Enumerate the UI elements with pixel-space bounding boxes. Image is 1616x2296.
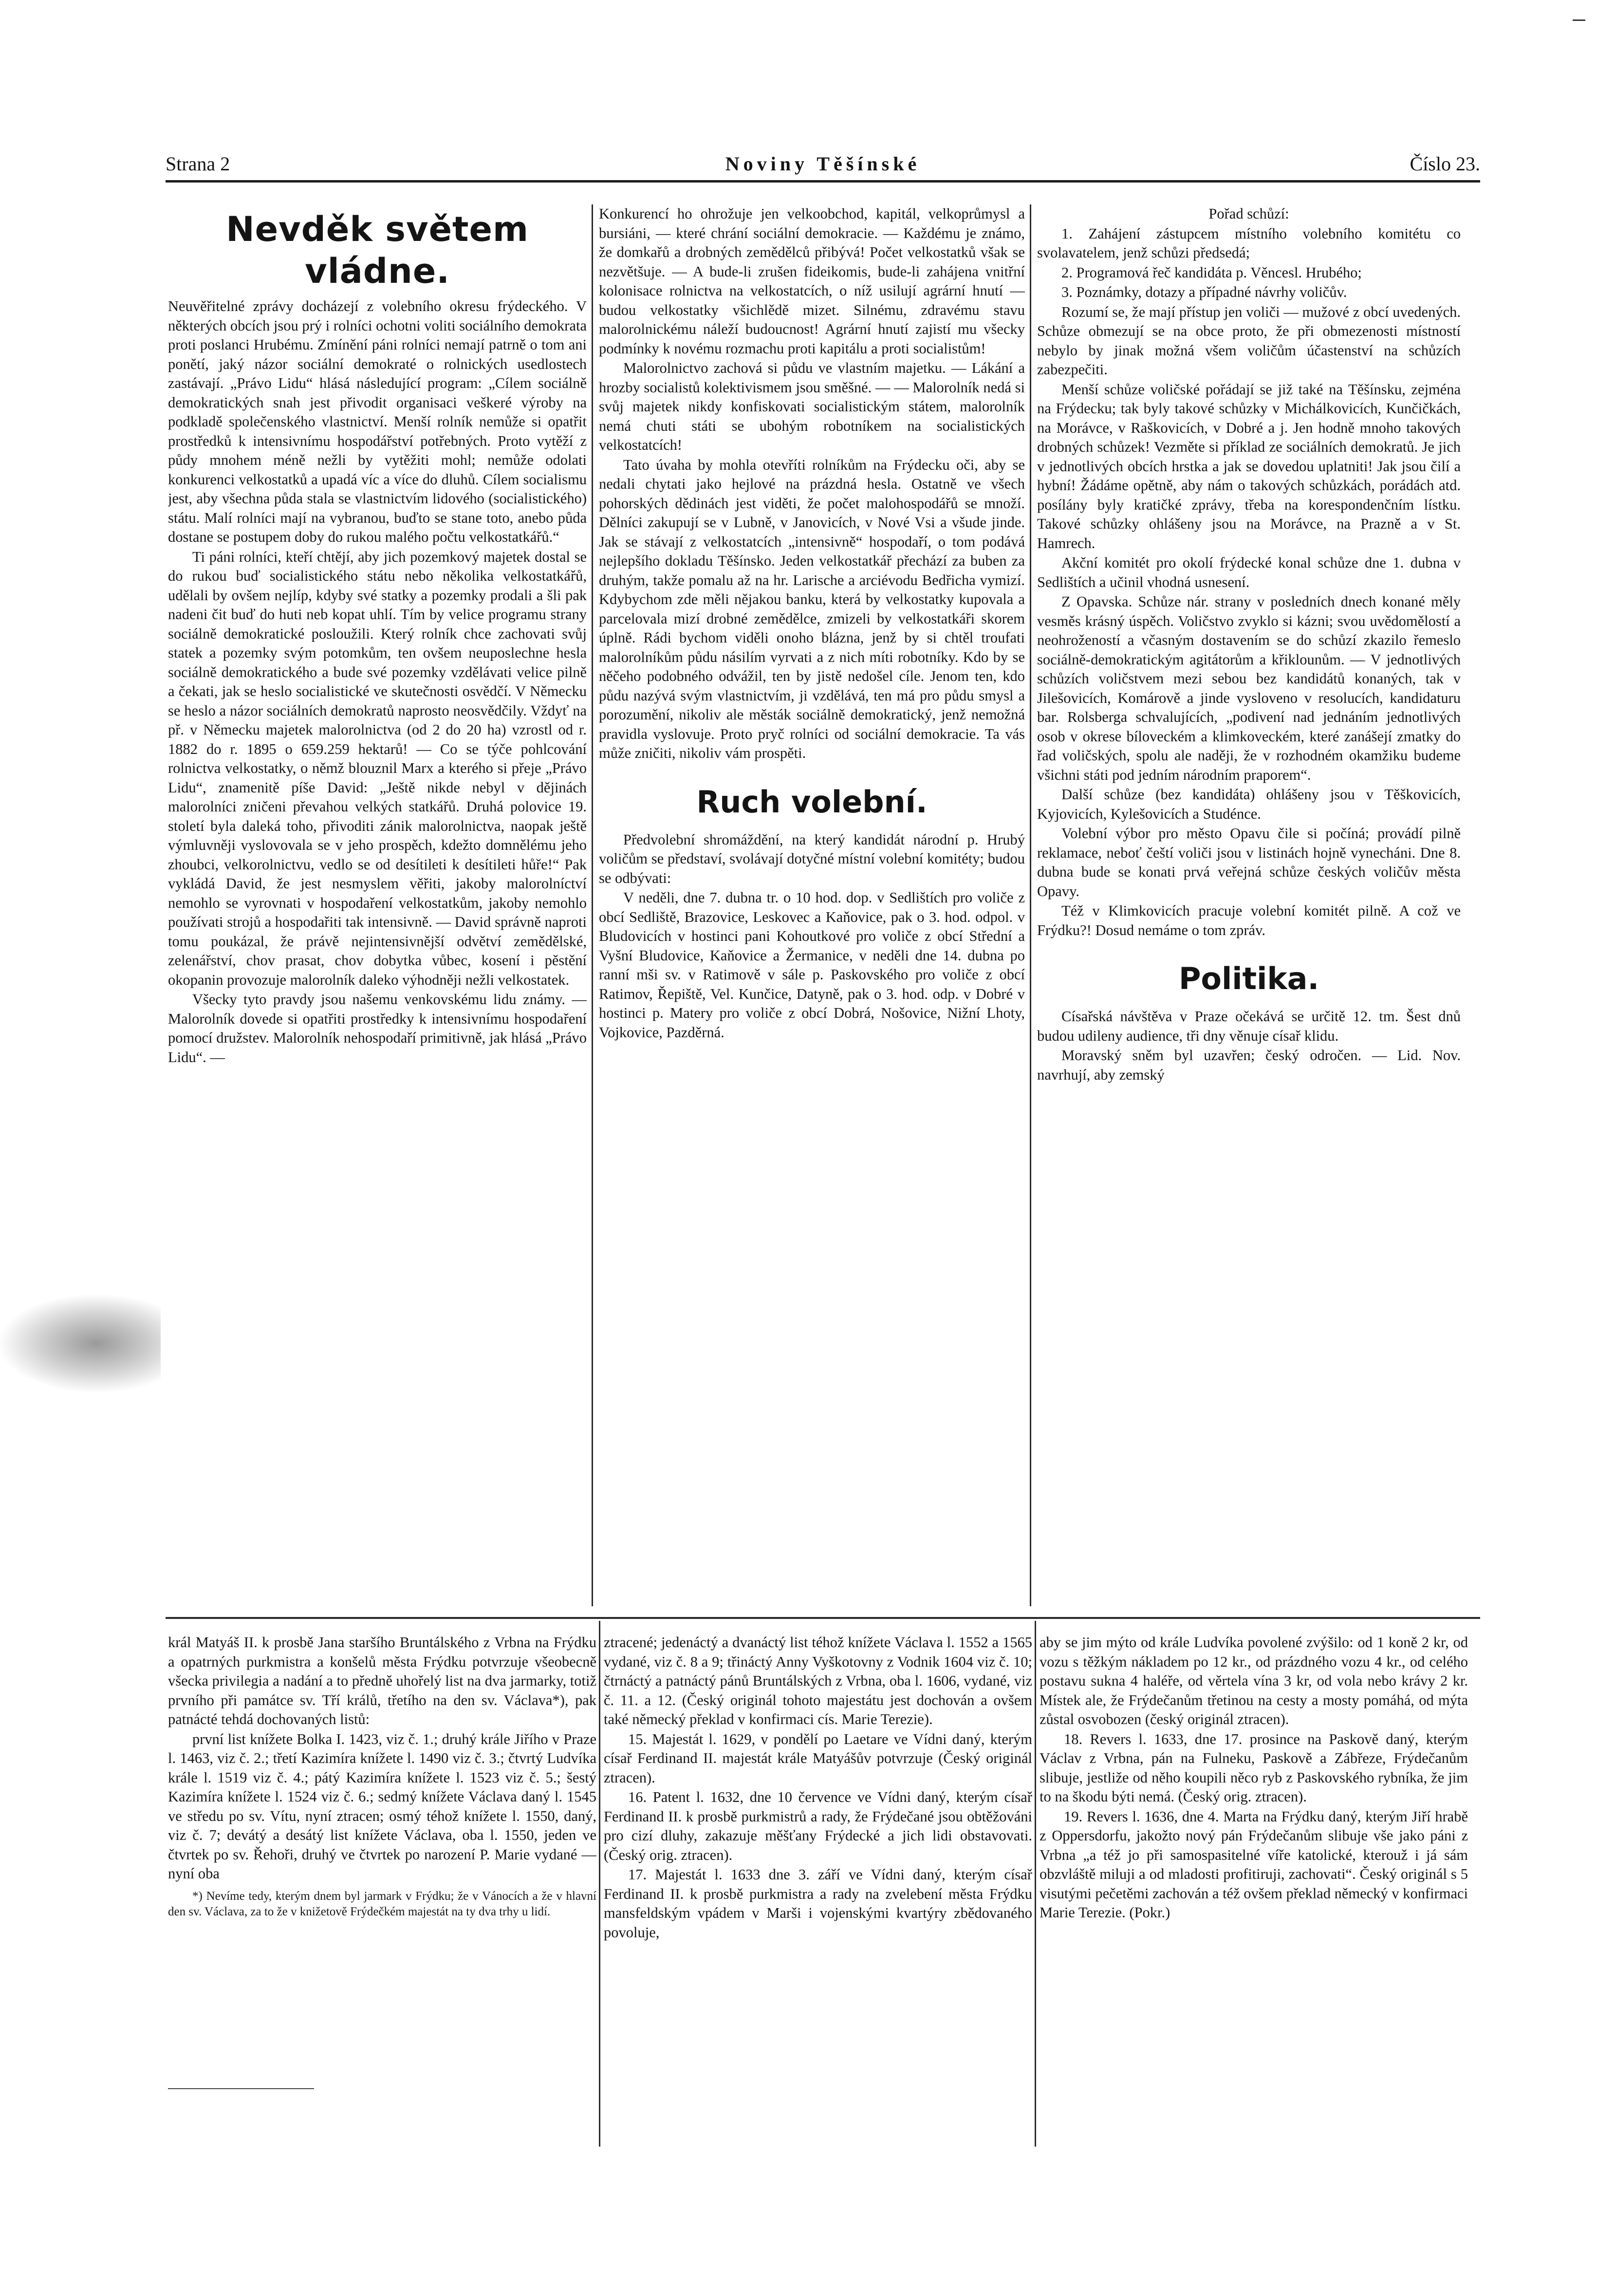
- section-rule: [166, 1617, 1480, 1619]
- page-header: [166, 146, 1480, 183]
- agenda-item: 2. Programová řeč kandidáta p. Věncesl. Hrubého;: [1061, 264, 1362, 281]
- article-paragraph: Císařská návštěva v Praze očekává se určitě 12. tm. Šest dnů budou udileny audience, tři dny věnuje císař klidu.: [1037, 1008, 1461, 1044]
- feuilleton-paragraph: král Matyáš II. k prosbě Jana staršího Bruntálského z Vrbna na Frýdku a opatrných purkmistra a konšelů města Frýdku potvrzuje všeobecně všecka privilegia a nadání a to předně uhořelý list na dva jarmarky, totiž prvního při památce sv. Tří králů, třetího na den sv. Václava*), pak patnácté tehdá dochovaných listů:: [168, 1634, 596, 1727]
- crop-mark: [1573, 19, 1585, 21]
- column-rule-2: [1030, 204, 1031, 1606]
- page-number: Strana 2: [166, 153, 230, 175]
- feuilleton-paragraph: 18. Revers l. 1633, dne 17. prosince na Paskově daný, kterým Václav z Vrbna, pán na Fulneku, Paskově a Zábřeze, Frýdečanům slibuje, jestliže od něho koupili něco ryb z Paskovského rybníka, že jim to na škodu býti nemá. (Český orig. ztracen).: [1040, 1730, 1468, 1805]
- article-paragraph: Tato úvaha by mohla otevříti rolníkům na Frýdecku oči, aby se nedali chytati jako hejlové na prázdná hesla. Ostatně ve všech pohorských dědinách jest viděti, že počet malohospodářů se množí. Dělníci zakupují se v Lubně, v Janovicích, v Nové Vsi a všude jinde. Jak se stávají z velkostatcích „intensivně“ hospodaří, o tom podává nejlepšího dokladu Těšínsko. Jeden velkostatkář přechází za buben za druhým, takže pomalu až na hr. Larische a arciévodu Bedřicha vymizí. Kdybychom zde měli nějakou banku, která by velkostatky kupovala a parcelovala mizí drobné zemědělce, zmizeli by velkostatkáři skorem úplně. Rádi bychom viděli onoho blázna, jenž by si chtěl troufati malorolníkům půdu násilím vyrvati a z nich míti robotníky. Kdo by se něčeho podobného odvážil, ten by jistě nedošel cíle. Jenom ten, kdo půdu nazývá svým vlastnictvím, ji vzdělává, ten má pro půdu smysl a porozumění, nikoliv ale městák sociálně demokratický, jenž nemožná pravidla vyslovuje. Proto pryč rolníci od sociální demokracie. Ta vás může zničiti, nikoliv vám prospěti.: [599, 456, 1025, 761]
- article-paragraph: Volební výbor pro město Opavu čile si počíná; provádí pilně reklamace, neboť čeští voliči jsou v listinách hojně vynecháni. Dne 8. dubna bude se konati prvá veřejná schůze českých voličův města Opavy.: [1037, 825, 1461, 900]
- article-paragraph: Další schůze (bez kandidáta) ohlášeny jsou v Těškovicích, Kyjovicích, Kylešovicích a Studénce.: [1037, 786, 1461, 822]
- feuilleton-paragraph: 17. Majestát l. 1633 dne 3. září ve Vídni daný, kterým císař Ferdinand II. k prosbě purkmistra a rady na zvelebení města Frýdku mansfeldským vpádem v Marši i vojenskými kvartýry zbědovaného povoluje,: [604, 1866, 1032, 1941]
- article-paragraph: Neuvěřitelné zprávy docházejí z volebního okresu frýdeckého. V některých obcích jsou prý i rolníci ochotni voliti sociálního demokrata proti poslanci Hrubému. Zmínění páni rolníci nemají patrně o tom ani ponětí, jaký názor sociální demokraté o rolnických usedlostech zastávají. „Právo Lidu“ hlásá následující program: „Cílem sociálně demokratických snah jest přivodit organisaci veškeré výroby na podkladě společenského vlastnictví. Menší rolník nemůže si opatřit prostředků k intensivnímu hospodářství potřebných. Proto vytěží z půdy mnohem méně nežli by vytěžiti mohl; nemůže odolati konkurenci velkostatků a upadá víc a více do dluhů. Cílem socialismu jest, aby všechna půda stala se vlastnictvím lidového (socialistického) státu. Malí rolníci mají na vybranou, buďto se stane toto, anebo půda dostane se postupem doby do rukou malého počtu velkostatkářů.“: [168, 298, 587, 545]
- article-paragraph: Ti páni rolníci, kteří chtějí, aby jich pozemkový majetek dostal se do rukou buď socialistického státu nebo několika velkostatkářů, udělali by ovšem nejlíp, kdyby své statky a pozemky prodali a šli pak nadeni čit buď do huti neb kopat uhlí. Tím by velice programu strany sociálně demokratické posloužili. Který rolník chce zachovati svůj statek a pozemky svým potomkům, ten ovšem neuposlechne hesla sociálně demokratického a bude své pozemky vzdělávati velice pilně a čekati, jak se heslo socialistické ve skutečnosti osvědčí. V Německu se heslo a názor sociálních demokratů naprosto neosvědčily. Vždyť na př. v Německu majetek malorolnictva (od 2 do 20 ha) vzrostl od r. 1882 do r. 1895 o 659.259 hektarů! — Co se týče pohlcování rolnictva velkostatky, o němž blouznil Marx a kterého si přeje „Právo Lidu“, znamenitě píše David: „Ještě nikde nebyl v dějinách malorolníci zničeni převahou velkých statkářů. Druhá polovice 19. století byla daleká toho, přivoditi zánik malorolnictva, naopak ještě výmluvněji vyslovovala se v jeho prospěch, kdežto domnělému jeho zhoubci, velkorolnictvu, vedlo se od desítileti k desítileti hůře!“ Pak vykládá David, že jest nesmyslem věřiti, jakoby malorolníctví nemohlo se vyrovnati v hospodaření velkostatkům, jakoby nemohlo používati strojů a hospodařiti tak intensivně. — David správně naproti tomu poukázal, že právě nejintensivnější odvětví zemědělské, zelenářství, chov prasat, chov dobytka vůbec, kosení i pěstění okopanin provozuje malorolník daleko výhodněji nežli velkostatek.: [168, 548, 587, 988]
- article-paragraph: Rozumí se, že mají přístup jen voliči — mužové z obcí uvedených. Schůze obmezují se na obce proto, že při obmezenosti místností nebylo by jinak možná všem voličům účastenství na schůzích zabezpečiti.: [1037, 303, 1461, 378]
- section-heading-ruch-volebni: Ruch volební.: [696, 784, 928, 820]
- feuilleton-paragraph: ztracené; jedenáctý a dvanáctý list téhož knížete Václava l. 1552 a 1565 vydané, viz č. 8 a 9; třináctý Anny Vyškotovny z Vodnik 1604 viz č. 10; čtrnáctý a patnáctý pánů Bruntálských z Vrbna, oba l. 1606, vydané, viz č. 11. a 12. (Český originál tohoto majestátu jest dochován a ovšem také německý překlad v konfirmaci cís. Marie Terezie).: [604, 1634, 1032, 1727]
- feuilleton-column-1: [168, 1633, 596, 2139]
- column-rule-3: [599, 1621, 600, 2147]
- feuilleton-column-2: [604, 1633, 1032, 2139]
- article-paragraph: Konkurencí ho ohrožuje jen velkoobchod, kapitál, velkoprůmysl a bursiáni, — které chrání sociální demokracie. — Každému je známo, že domkařů a drobných zemědělců přibývá! Počet velkostatků však se nezvětšuje. — A bude-li zrušen fideikomis, bude-li zahájena vnitřní kolonisace rolnictva na velkostatcích, o níž usilují agrární hnutí — budou velkostatky všichlědě mizet. Silnému, zdravému stavu malorolnickému náleží budoucnost! Agrární hnutí zajistí mu všecky podmínky k novému rozmachu proti kapitálu a proti socialistům!: [599, 205, 1025, 357]
- article-paragraph: Z Opavska. Schůze nár. strany v posledních dnech konané měly vesměs krásný úspěch. Voličstvo zvyklo si kázni; svou uvědomělostí a neohrožeností a včasným dostavením se do schůzí zkazilo řemeslo sociálně-demokratickým agitátorům a křiklounům. — V jednotlivých schůzích voličstvem mezi sebou bez kandidátů konaných, tak v Jilešovicích, Komárově a jinde vysloveno v resolucích, kandidaturu bar. Rolsberga schvalujících, „podivení nad jednáním jednotlivých osob v okrese bíloveckém a klimkoveckém, které zanášejí zmatky do řad voličských, spolu ale naději, že v rozhodném okamžiku budeme všichni státi pod jedním národním praporem“.: [1037, 593, 1461, 783]
- article-paragraph: Akční komitét pro okolí frýdecké konal schůze dne 1. dubna v Sedlištích a učinil vhodná usnesení.: [1037, 554, 1461, 590]
- feuilleton-paragraph: první list knížete Bolka I. 1423, viz č. 1.; druhý krále Jiřího v Praze l. 1463, viz č. 2.; třetí Kazimíra knížete l. 1490 viz č. 3.; čtvrtý Ludvíka krále l. 1519 viz č. 4.; pátý Kazimíra knížete l. 1523 viz č. 5.; šestý Kazimíra knížete l. 1524 viz č. 6.; sedmý knížete Václava daný l. 1545 ve středu po sv. Vítu, nyní ztracen; osmý téhož knížete l. 1550, daný, viz č. 7; devátý a desátý list knížete Václava, oba l. 1550, jeden ve čtvrtek po sv. Řehoři, druhý ve čtvrtek po narození P. Marie vydané — nyní oba: [168, 1730, 596, 1882]
- article-election-program: [1037, 204, 1461, 1606]
- feuilleton-column-3: [1040, 1633, 1468, 2139]
- article-paragraph: Menší schůze voličské pořádají se již také na Těšínsku, zejména na Frýdecku; tak byly takové schůzky v Michálkovicích, Kunčičkách, na Morávce, v Raškovicích, v Dobré a j. Jen hodně mnoho takových drobných schůzek! Vezměte si příklad ze sociálních demokratů. Je jich v jednotlivých obcích hrstka a jak se dovedou uplatniti! Jak jsou čilí a hybní! Žádáme opětně, aby nám o takových schůzkách, porádách atd. posílány byly kratičké zprávy, třeba na korespondenčním lístku. Takové schůzky ohlášeny jsou na Morávce, na Prazně a v St. Hamrech.: [1037, 381, 1461, 551]
- article-paragraph: Všecky tyto pravdy jsou našemu venkovskému lidu známy. — Malorolník dovede si opatřiti prostředky k intensivnímu hospodaření pomocí družstev. Malorolník nehospodaří primitivně, jak hlásá „Právo Lidu“. —: [168, 991, 587, 1065]
- scan-smudge: [0, 1295, 161, 1392]
- feuilleton-paragraph: 16. Patent l. 1632, dne 10 července ve Vídni daný, kterým císař Ferdinand II. k prosbě purkmistrů a rady, že Frýdečané jsou obtěžováni pro cizí dluhy, zakazuje měšťany Frýdecké a jich lidi obstavovati. (Český orig. ztracen).: [604, 1789, 1032, 1863]
- article-paragraph: Malorolnictvo zachová si půdu ve vlastním majetku. — Lákání a hrozby socialistů kolektivismem jsou směšné. — — Malorolník nedá si svůj majetek nikdy konfiskovati socialistickým státem, malorolník nemá chuti státi se ubohým robotníkem na socialistických velkostatcích!: [599, 360, 1025, 453]
- agenda-item: 3. Poznámky, dotazy a případné návrhy voličův.: [1061, 284, 1347, 300]
- agenda-title: Pořad schůzí:: [1208, 205, 1289, 222]
- article-paragraph: V neděli, dne 7. dubna tr. o 10 hod. dop. v Sedlištích pro voliče z obcí Sedliště, Brazovice, Leskovec a Kaňovice, pak o 3. hod. odpol. v Bludovicích v hostinci pani Kohoutkové pro voliče z obcí Střední a Vyšní Bludovice, Kaňovice a Žermanice, v neděli dne 14. dubna po ranní mši sv. v Ratimově v sále p. Paskovského pro voliče z obcí Ratimov, Řepiště, Vel. Kunčice, Datyně, pak o 3. hod. odp. v Dobré v hostinci p. Matery pro voliče z obcí Dobrá, Nošovice, Nižní Lhoty, Vojkovice, Pazděrná.: [599, 889, 1025, 1041]
- feuilleton-paragraph: aby se jim mýto od krále Ludvíka povolené zvýšilo: od 1 koně 2 kr, od vozu s těžkým nákladem po 12 kr., od prázdného vozu 4 kr., od celého postavu sukna 4 haléře, od věrtela vína 3 kr, od vola nebo krávy 2 kr. Místek ale, že Frýdečanům třetinou na cesty a mosty pomáhá, od mýta zůstal osvobozen (český originál ztracen).: [1040, 1634, 1468, 1727]
- article-nevdek: [168, 204, 587, 1606]
- article-paragraph: Moravský sněm byl uzavřen; český odročen. — Lid. Nov. navrhují, aby zemský: [1037, 1047, 1461, 1083]
- issue-number: Číslo 23.: [1410, 153, 1480, 175]
- column-rule-4: [1035, 1621, 1036, 2147]
- article-continuation: [599, 204, 1025, 1606]
- section-heading-politika: Politika.: [1178, 961, 1319, 996]
- article-heading: Nevděk světem vládne.: [226, 209, 529, 291]
- article-paragraph: Též v Klimkovicích pracuje volební komitét pilně. A což ve Frýdku?! Dosud nemáme o tom zpráv.: [1037, 902, 1461, 938]
- agenda-item: 1. Zahájení zástupcem místního volebního komitétu co svolavatelem, jenž schůzi předsedá;: [1037, 225, 1461, 261]
- feuilleton-paragraph: 15. Majestát l. 1629, v pondělí po Laetare ve Vídni daný, kterým císař Ferdinand II. majestát krále Matyášův potvrzuje (Český originál ztracen).: [604, 1730, 1032, 1786]
- article-paragraph: Předvolební shromáždění, na který kandidát národní p. Hrubý voličům se představí, svolávají dotyčné místní volební komitéty; budou se odbývati:: [599, 831, 1025, 886]
- feuilleton-paragraph: 19. Revers l. 1636, dne 4. Marta na Frýdku daný, kterým Jiří hrabě z Oppersdorfu, jakožto nový pán Frýdečanům slibuje vše jako páni z Vrbna „a též jo při samospasitelné víře katolické, kterouž i já sám obzvláště miluji a od mladosti profitiruji, zachovati“. Český originál s 5 visutými pečetěmi zachován a též ovšem překlad německý v konfirmaci Marie Terezie. (Pokr.): [1040, 1808, 1468, 1921]
- newspaper-title: Noviny Těšínské: [725, 153, 921, 175]
- column-rule-1: [592, 204, 593, 1606]
- footnote: *) Nevíme tedy, kterým dnem byl jarmark v Frýdku; že v Vánocích a že v hlavní den sv. Václava, za to že v knižetově Frýdečkém majestát na ty dva trhy u lidí.: [168, 1889, 596, 1918]
